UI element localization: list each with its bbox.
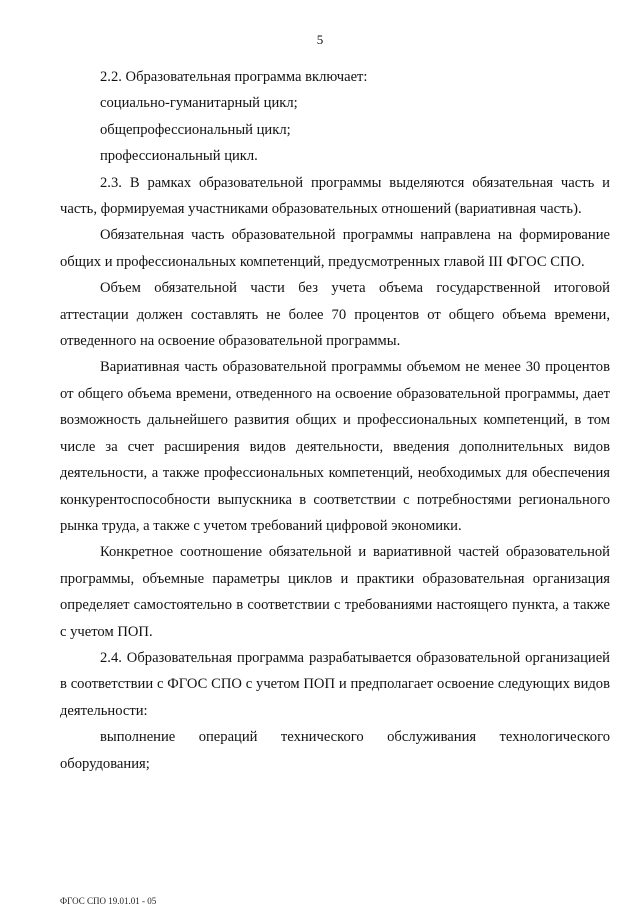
document-body — [60, 64, 610, 777]
paragraph-ratio: Конкретное соотношение обязательной и вариативной частей образовательной программы, объемные параметры циклов и практики образовательная организация определяет самостоятельно в соответствии с требованиями настоящего пункта, а также с учетом ПОП. — [60, 544, 610, 640]
paragraph-mandatory-volume: Объем обязательной части без учета объема государственной итоговой аттестации должен составлять не более 70 процентов от общего объема времени, отведенного на освоение образовательной программы. — [60, 280, 610, 350]
page-footer: ФГОС СПО 19.01.01 - 05 — [60, 896, 157, 906]
list-item-general-professional-cycle: общепрофессиональный цикл; — [100, 121, 291, 138]
paragraph-2-3: 2.3. В рамках образовательной программы выделяются обязательная часть и часть, формируемая участниками образовательных отношений (вариативная часть). — [60, 174, 610, 218]
list-item-social-humanitarian-cycle: социально-гуманитарный цикл; — [100, 95, 298, 112]
paragraph-2-4: 2.4. Образовательная программа разрабатывается образовательной организацией в соответствии с ФГОС СПО с учетом ПОП и предполагает освоение следующих видов деятельности: — [60, 649, 610, 719]
paragraph-variable-part: Вариативная часть образовательной программы объемом не менее 30 процентов от общего объема времени, отведенного на освоение образовательной программы, дает возможность дальнейшего развития общих и профессиональных компетенций, в том числе за счет расширения видов деятельности, введения дополнительных видов деятельности, а также профессиональных компетенций, необходимых для обеспечения конкурентоспособности выпускника в соответствии с потребностями регионального рынка труда, а также с учетом требований цифровой экономики. — [60, 359, 610, 534]
list-item-maintenance-operations: выполнение операций технического обслуживания технологического оборудования; — [60, 729, 610, 772]
paragraph-2-2-heading: 2.2. Образовательная программа включает: — [100, 69, 368, 85]
paragraph-mandatory-part: Обязательная часть образовательной программы направлена на формирование общих и профессиональных компетенций, предусмотренных главой III ФГОС СПО. — [60, 227, 610, 270]
page-number: 5 — [316, 32, 324, 47]
list-item-professional-cycle: профессиональный цикл. — [100, 148, 258, 165]
